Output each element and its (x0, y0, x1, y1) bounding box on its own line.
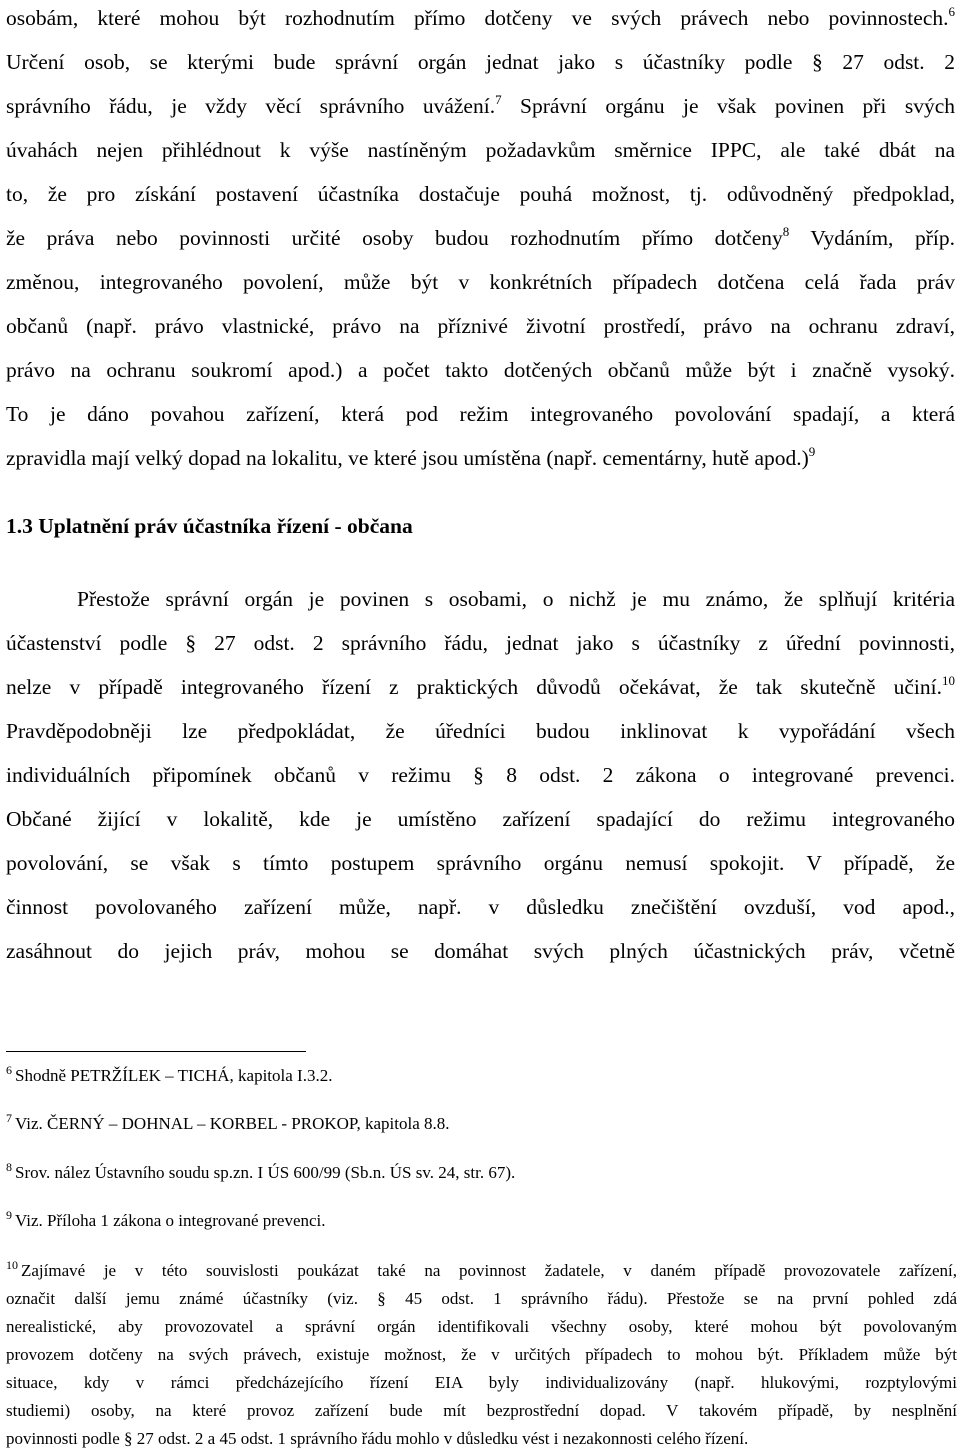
footnote-ref[interactable]: 8 (782, 224, 790, 239)
body-line: správního řádu, je vždy věcí správního uvážení.$^7$ Správní orgánu je však povinen při svých (6, 92, 955, 118)
footnote-line: povinnosti podle § 27 odst. 2 a 45 odst. 1 správního řádu mohlo v důsledku vést i nezakonnosti celého řízení. (6, 1429, 749, 1448)
body-line: individuálních připomínek občanů v režimu § 8 odst. 2 zákona o integrované prevenci. (6, 763, 955, 787)
body-line: Pravděpodobněji lze předpokládat, že úředníci budou inklinovat k vypořádání všech (6, 719, 955, 743)
section-heading: 1.3 Uplatnění práv účastníka řízení - občana (6, 514, 413, 538)
footnote: $^8$ Srov. nález Ústavního soudu sp.zn. I ÚS 600/99 (Sb.n. ÚS sv. 24, str. 67). (6, 1160, 516, 1182)
footnote-number: 10 (6, 1258, 18, 1272)
body-line: nelze v případě integrovaného řízení z praktických důvodů očekávat, že tak skutečně učiní.$^{10}$ (6, 673, 955, 699)
body-line: činnost povolovaného zařízení může, např. v důsledku znečištění ovzduší, vod apod., (6, 895, 955, 919)
body-line: To je dáno povahou zařízení, která pod režim integrovaného povolování spadají, a která (6, 402, 955, 426)
body-line: povolování, se však s tímto postupem správního orgánu nemusí spokojit. V případě, že (6, 851, 955, 875)
footnote-line: studiemi) osoby, na které provoz zařízení bude mít bezprostřední dopad. V takovém případě, by nesplnění (6, 1401, 957, 1420)
footnote-line: $^{10}$ Zajímavé je v této souvislosti poukázat také na povinnost žadatele, v daném případě provozovatele zařízení, (6, 1258, 957, 1280)
footnote-ref[interactable]: 7 (495, 92, 502, 107)
body-line: Určení osob, se kterými bude správní orgán jednat jako s účastníky podle § 27 odst. 2 (6, 50, 955, 74)
body-line: osobám, které mohou být rozhodnutím přímo dotčeny ve svých právech nebo povinnostech.$^6$ (6, 4, 955, 30)
footnote-line: situace, kdy v rámci předcházejícího řízení EIA byly individualizovány (např. hlukovými, rozptylovými (6, 1373, 957, 1392)
footnote-ref[interactable]: 10 (942, 673, 955, 688)
footnote-number: 8 (6, 1160, 12, 1174)
body-line: Občané žijící v lokalitě, kde je umístěno zařízení spadající do režimu integrovaného (6, 807, 955, 831)
footnote-ref[interactable]: 6 (948, 4, 955, 19)
body-line: to, že pro získání postavení účastníka dostačuje pouhá možnost, tj. odůvodněný předpoklad, (6, 182, 955, 206)
footnote: $^9$ Viz. Příloha 1 zákona o integrované prevenci. (6, 1208, 326, 1230)
footnote-number: 6 (6, 1063, 12, 1077)
footnote-line: označit další jemu známé účastníky (viz. § 45 odst. 1 správního řádu). Přestože se na první pohled zdá (6, 1289, 957, 1308)
footnote-ref[interactable]: 9 (808, 444, 816, 459)
body-line: že práva nebo povinnosti určité osoby budou rozhodnutím přímo dotčeny$^8$ Vydáním, příp. (6, 224, 955, 250)
footnote: $^7$ Viz. ČERNÝ – DOHNAL – KORBEL - PROKOP, kapitola 8.8. (6, 1111, 450, 1133)
body-line: zasáhnout do jejich práv, mohou se domáhat svých plných účastnických práv, včetně (6, 939, 955, 963)
body-line: změnou, integrovaného povolení, může být v konkrétních případech dotčena celá řada práv (6, 270, 955, 294)
footnote-line: provozem dotčeny na svých právech, existuje možnost, že v určitých případech to mohou být. Příkladem může být (6, 1345, 957, 1364)
body-line: účastenství podle § 27 odst. 2 správního řádu, jednat jako s účastníky z úřední povinnosti, (6, 631, 955, 655)
footnote-number: 9 (6, 1208, 12, 1222)
body-line: občanů (např. právo vlastnické, právo na příznivé životní prostředí, právo na ochranu zdraví, (6, 314, 955, 338)
body-line: právo na ochranu soukromí apod.) a počet takto dotčených občanů může být i značně vysoký. (6, 358, 955, 382)
footnote-number: 7 (6, 1111, 12, 1125)
body-line: Přestože správní orgán je povinen s osobami, o nichž je mu známo, že splňují kritéria (77, 587, 955, 611)
body-line: zpravidla mají velký dopad na lokalitu, ve které jsou umístěna (např. cementárny, hutě apod.)$^9$ (6, 444, 816, 470)
footnote-line: nerealistické, aby provozovatel a správní orgán identifikovali všechny osoby, které mohou být povolovaným (6, 1317, 957, 1336)
body-line: úvahách nejen přihlédnout k výše nastíněným požadavkům směrnice IPPC, ale také dbát na (6, 138, 955, 162)
footnote: $^6$ Shodně PETRŽÍLEK – TICHÁ, kapitola I.3.2. (6, 1063, 333, 1085)
footnote-separator (6, 1051, 306, 1052)
